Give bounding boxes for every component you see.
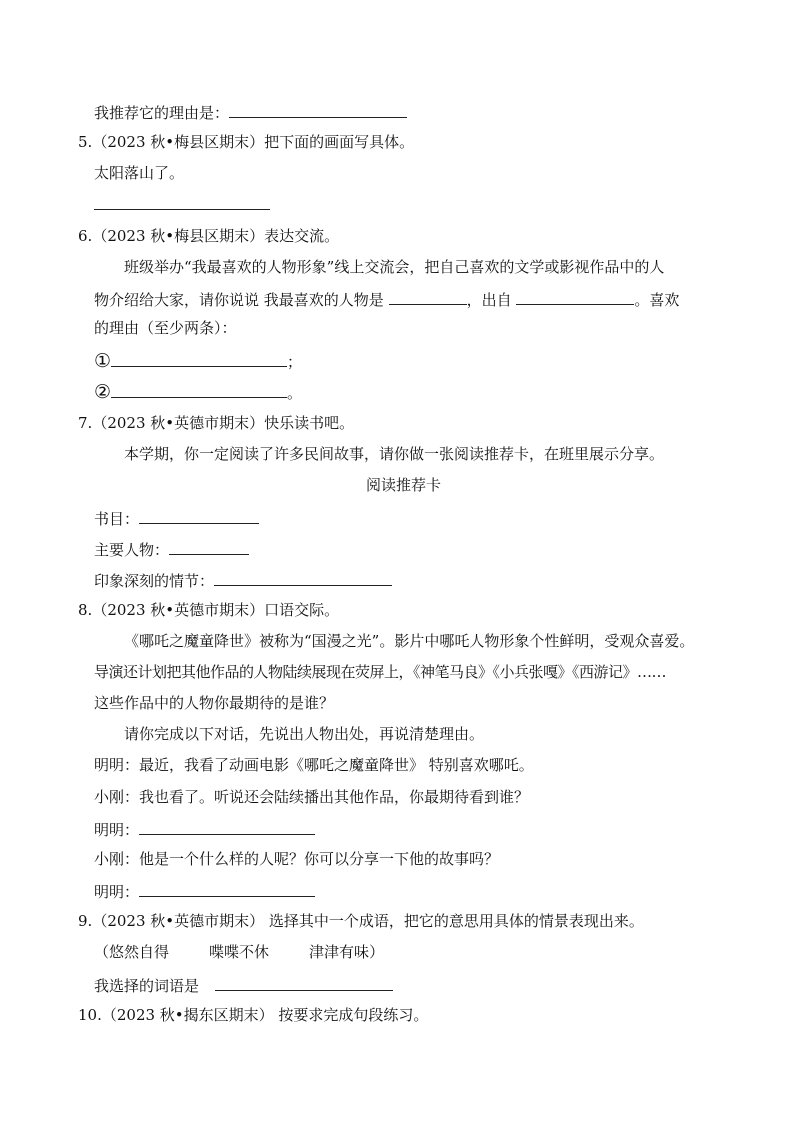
q7-plot-line bbox=[94, 569, 392, 589]
q10-prompt: 按要求完成句段练习。 bbox=[273, 1006, 429, 1024]
q8-para2: 请你完成以下对话，先说出人物出处，再说清楚理由。 bbox=[124, 725, 485, 743]
q7-prompt: 快乐读书吧。 bbox=[264, 414, 355, 432]
q8-para1-line1: 《哪吒之魔童降世》被称为“国漫之光”。影片中哪吒人物形象个性鲜明，受观众喜爱。 bbox=[124, 632, 695, 650]
q6-source: （2023 秋•梅县区期末） bbox=[92, 227, 265, 245]
q5-answer-blank[interactable] bbox=[94, 193, 270, 210]
q9-number: 9. bbox=[78, 912, 93, 930]
q9-idiom-close: ） bbox=[369, 943, 385, 961]
q6-heading bbox=[78, 226, 339, 246]
q9-choice-line bbox=[94, 974, 393, 994]
q6-source-blank[interactable] bbox=[516, 288, 634, 305]
q9-idiom2: 喋喋不休 bbox=[209, 943, 270, 961]
q6-reason1-blank[interactable] bbox=[111, 350, 287, 367]
q5-answer-line bbox=[94, 193, 270, 213]
q5-number: 5. bbox=[78, 133, 93, 151]
q10-number: 10. bbox=[78, 1006, 102, 1024]
q8-dialog5 bbox=[94, 880, 315, 900]
q7-source: （2023 秋•英德市期末） bbox=[92, 414, 265, 432]
q6-reason2-blank[interactable] bbox=[111, 381, 287, 398]
q8-para1-line3: 这些作品中的人物你最期待的是谁？ bbox=[94, 694, 335, 712]
q7-plot-label: 印象深刻的情节： bbox=[94, 572, 215, 590]
q9-choice-label: 我选择的词语是 bbox=[94, 977, 200, 995]
q7-book-blank[interactable] bbox=[139, 507, 259, 524]
q8-number: 8. bbox=[78, 601, 93, 619]
q4-reason-line bbox=[94, 101, 407, 121]
q7-book-line bbox=[94, 507, 259, 527]
q7-characters-label: 主要人物： bbox=[94, 541, 170, 559]
q7-book-label: 书目： bbox=[94, 510, 140, 528]
q9-choice-blank[interactable] bbox=[215, 974, 393, 991]
q6-prompt: 表达交流。 bbox=[264, 227, 340, 245]
q6-text-line2 bbox=[94, 288, 679, 308]
q9-idiom3: 津津有味 bbox=[309, 943, 370, 961]
q7-plot-blank[interactable] bbox=[214, 569, 392, 586]
q6-mark2: ② bbox=[94, 381, 112, 403]
q10-source: （2023 秋•揭东区期末） bbox=[101, 1006, 274, 1024]
q6-reason2-line bbox=[94, 381, 302, 401]
q8-dialog2: 小刚：我也看了。听说还会陆续播出其他作品，你最期待看到谁？ bbox=[94, 788, 530, 806]
q9-heading bbox=[78, 911, 644, 931]
q4-reason-label: 我推荐它的理由是： bbox=[94, 104, 230, 122]
q7-card-title: 阅读推荐卡 bbox=[366, 476, 442, 494]
q6-character-blank[interactable] bbox=[389, 288, 467, 305]
q6-end1: ； bbox=[287, 353, 303, 371]
q4-reason-blank[interactable] bbox=[229, 101, 407, 118]
q7-characters-line bbox=[94, 538, 249, 558]
q8-dialog3 bbox=[94, 818, 315, 838]
q9-idioms bbox=[94, 942, 384, 962]
q8-dialog5-blank[interactable] bbox=[139, 880, 315, 897]
q8-dialog3-blank[interactable] bbox=[139, 818, 315, 835]
q8-dialog4: 小刚：他是一个什么样的人呢？你可以分享一下他的故事吗？ bbox=[94, 850, 500, 868]
q8-dialog3-label: 明明： bbox=[94, 821, 140, 839]
q5-heading bbox=[78, 132, 414, 152]
q6-number: 6. bbox=[78, 227, 93, 245]
q7-characters-blank[interactable] bbox=[169, 538, 249, 555]
q6-end2: 。 bbox=[287, 384, 303, 402]
q6-text-line2-b: ，出自 bbox=[466, 291, 512, 309]
q8-prompt: 口语交际。 bbox=[264, 601, 340, 619]
q8-dialog5-label: 明明： bbox=[94, 883, 140, 901]
q8-heading bbox=[78, 600, 339, 620]
q7-number: 7. bbox=[78, 414, 93, 432]
q6-text-line2-a: 物介绍给大家，请你说说 我最喜欢的人物是 bbox=[94, 291, 384, 309]
q6-text-line3: 的理由（至少两条）： bbox=[94, 319, 237, 337]
q5-sentence: 太阳落山了。 bbox=[94, 164, 185, 182]
q8-para1-line2: 导演还计划把其他作品的人物陆续展现在荧屏上，《神笔马良》《小兵张嘎》《西游记》…… bbox=[94, 663, 667, 681]
q6-mark1: ① bbox=[94, 350, 112, 372]
q7-intro: 本学期，你一定阅读了许多民间故事，请你做一张阅读推荐卡，在班里展示分享。 bbox=[124, 445, 665, 463]
q6-text-line2-c: 。喜欢 bbox=[634, 291, 680, 309]
q7-heading bbox=[78, 413, 354, 433]
q5-source: （2023 秋•梅县区期末） bbox=[92, 133, 265, 151]
q9-idiom-open: （ bbox=[94, 943, 110, 961]
q8-source: （2023 秋•英德市期末） bbox=[92, 601, 265, 619]
q6-reason1-line bbox=[94, 350, 302, 370]
q9-source: （2023 秋•英德市期末） bbox=[92, 912, 265, 930]
q10-heading bbox=[78, 1005, 428, 1025]
q6-text-line1: 班级举办“我最喜欢的人物形象”线上交流会，把自己喜欢的文学或影视作品中的人 bbox=[124, 258, 665, 276]
q8-dialog1: 明明：最近，我看了动画电影《哪吒之魔童降世》 特别喜欢哪吒。 bbox=[94, 756, 534, 774]
q9-prompt: 选择其中一个成语，把它的意思用具体的情景表现出来。 bbox=[264, 912, 644, 930]
q9-idiom1: 悠然自得 bbox=[109, 943, 170, 961]
q5-prompt: 把下面的画面写具体。 bbox=[264, 133, 415, 151]
